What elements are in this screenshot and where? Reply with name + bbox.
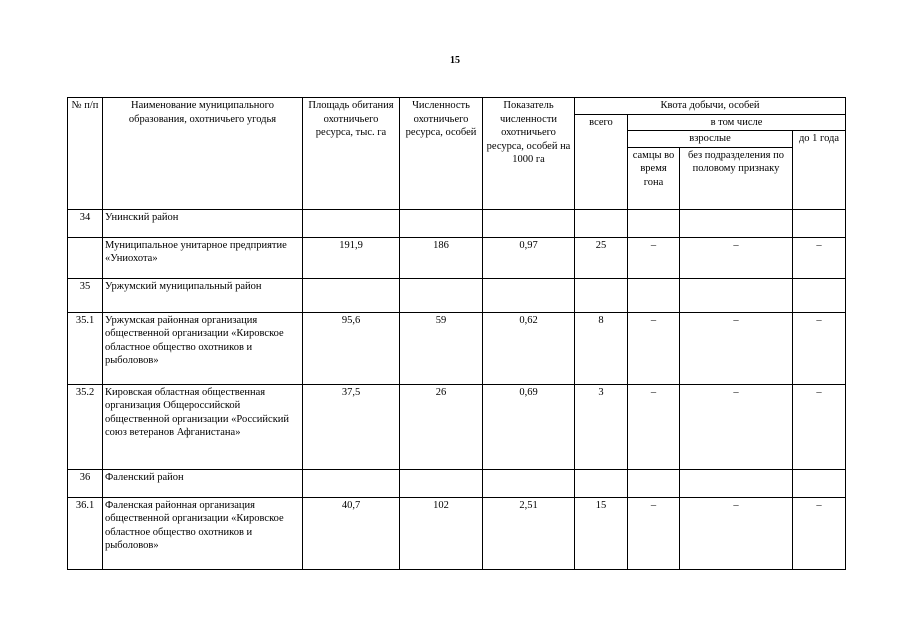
row-males: –: [628, 384, 680, 469]
row-population: [400, 278, 483, 312]
row-under1: [793, 278, 846, 312]
row-density: [483, 209, 575, 237]
row-area: 191,9: [303, 237, 400, 278]
row-area: 95,6: [303, 312, 400, 384]
header-name: Наименование муниципального образования, охотничьего угодья: [103, 98, 303, 210]
row-males: –: [628, 237, 680, 278]
row-nosex: –: [680, 237, 793, 278]
row-total: 15: [575, 497, 628, 569]
row-area: [303, 278, 400, 312]
row-no: 36: [68, 469, 103, 497]
row-area: [303, 209, 400, 237]
header-no-sex: без подразделения по половому признаку: [680, 147, 793, 209]
row-name: Уржумская районная организация общественной организации «Кировское областное общество охотников и рыболовов»: [103, 312, 303, 384]
header-including: в том числе: [628, 114, 846, 131]
page-number: 15: [450, 55, 460, 66]
row-density: 0,69: [483, 384, 575, 469]
row-under1: [793, 469, 846, 497]
row-density: 2,51: [483, 497, 575, 569]
row-total: [575, 469, 628, 497]
row-no: 36.1: [68, 497, 103, 569]
row-under1: –: [793, 497, 846, 569]
row-no: 35: [68, 278, 103, 312]
row-males: [628, 278, 680, 312]
row-no: 35.1: [68, 312, 103, 384]
row-nosex: [680, 469, 793, 497]
row-no: [68, 237, 103, 278]
header-density: Показатель численности охотничьего ресурса, особей на 1000 га: [483, 98, 575, 210]
row-under1: [793, 209, 846, 237]
quota-table: [67, 97, 846, 570]
table-row: [68, 237, 846, 278]
table-row: [68, 278, 846, 312]
row-nosex: [680, 278, 793, 312]
row-no: 34: [68, 209, 103, 237]
header-population: Численность охотничьего ресурса, особей: [400, 98, 483, 210]
row-total: 8: [575, 312, 628, 384]
row-nosex: –: [680, 384, 793, 469]
row-name: Фаленский район: [103, 469, 303, 497]
header-area: Площадь обитания охотничьего ресурса, тыс. га: [303, 98, 400, 210]
row-density: [483, 278, 575, 312]
row-total: 25: [575, 237, 628, 278]
row-area: [303, 469, 400, 497]
row-under1: –: [793, 312, 846, 384]
row-name: Муниципальное унитарное предприятие «Униохота»: [103, 237, 303, 278]
row-area: 37,5: [303, 384, 400, 469]
header-adults: взрослые: [628, 131, 793, 148]
row-under1: –: [793, 237, 846, 278]
row-population: 59: [400, 312, 483, 384]
row-population: 186: [400, 237, 483, 278]
row-density: 0,62: [483, 312, 575, 384]
row-density: [483, 469, 575, 497]
row-population: 102: [400, 497, 483, 569]
row-males: [628, 209, 680, 237]
row-males: –: [628, 497, 680, 569]
row-nosex: –: [680, 497, 793, 569]
table-row: [68, 312, 846, 384]
row-nosex: [680, 209, 793, 237]
row-total: [575, 209, 628, 237]
row-name: Уржумский муниципальный район: [103, 278, 303, 312]
row-population: [400, 209, 483, 237]
row-name: Фаленская районная организация общественной организации «Кировское областное общество охотников и рыболовов»: [103, 497, 303, 569]
row-density: 0,97: [483, 237, 575, 278]
row-total: [575, 278, 628, 312]
header-quota: Квота добычи, особей: [575, 98, 846, 115]
header-males-rut: самцы во время гона: [628, 147, 680, 209]
header-total: всего: [575, 114, 628, 209]
row-males: [628, 469, 680, 497]
row-population: [400, 469, 483, 497]
row-under1: –: [793, 384, 846, 469]
header-no: № п/п: [68, 98, 103, 210]
row-name: Унинский район: [103, 209, 303, 237]
row-no: 35.2: [68, 384, 103, 469]
table-row: [68, 497, 846, 569]
table-row: [68, 209, 846, 237]
row-area: 40,7: [303, 497, 400, 569]
row-total: 3: [575, 384, 628, 469]
table-row: [68, 469, 846, 497]
row-nosex: –: [680, 312, 793, 384]
row-population: 26: [400, 384, 483, 469]
row-males: –: [628, 312, 680, 384]
row-name: Кировская областная общественная организация Общероссийской общественной организации «Российский союз ветеранов Афганистана»: [103, 384, 303, 469]
table-row: [68, 384, 846, 469]
header-under1: до 1 года: [793, 131, 846, 210]
